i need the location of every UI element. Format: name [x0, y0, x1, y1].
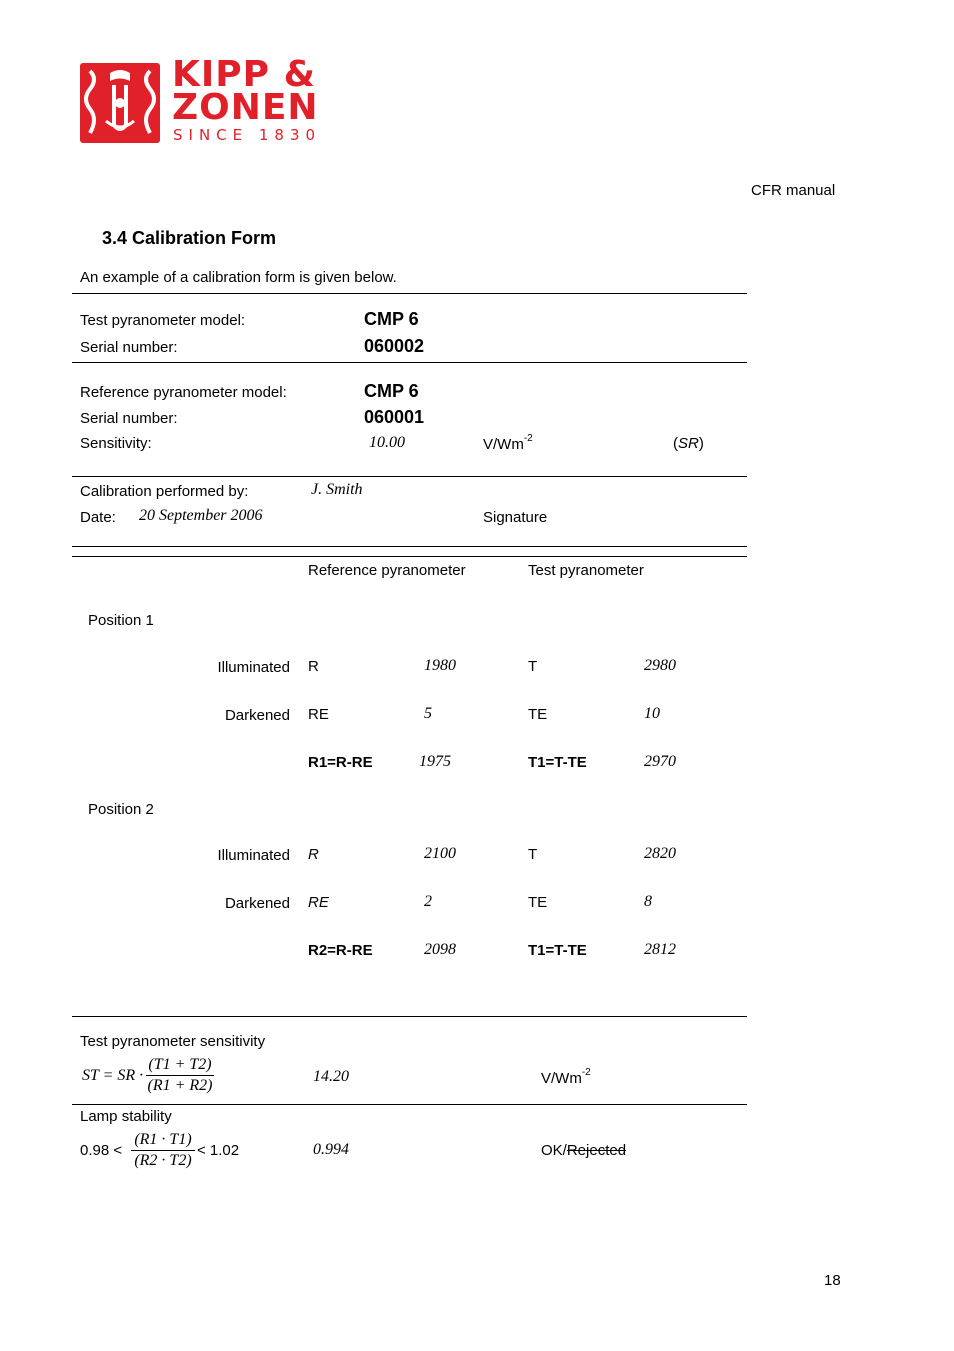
st-numerator: (T1 + T2) [148, 1056, 212, 1073]
st-formula-lhs: ST = SR · [82, 1067, 144, 1084]
test-model-value: CMP 6 [364, 309, 419, 329]
ref-symbol: R [308, 658, 319, 675]
brand-name-line1: KIPP & [172, 54, 316, 95]
ref-value: 1980 [424, 657, 456, 674]
ref-symbol: R1=R-RE [308, 754, 373, 771]
test-value: 8 [644, 893, 652, 910]
position-label: Position 1 [88, 612, 154, 629]
divider [72, 546, 747, 547]
test-symbol: T [528, 846, 538, 863]
ref-value: 2100 [424, 845, 456, 862]
page-number: 18 [824, 1272, 841, 1289]
signature-label: Signature [483, 509, 548, 526]
stability-value: 0.994 [313, 1141, 349, 1158]
row-label: Darkened [224, 707, 290, 724]
divider [72, 556, 747, 557]
ref-value: 2098 [424, 941, 456, 958]
ref-sensitivity-symbol [673, 435, 704, 452]
brand-name-line2: ZONEN [172, 87, 319, 128]
ref-symbol: R2=R-RE [308, 942, 373, 959]
sensitivity-unit [541, 1069, 591, 1087]
ref-value: 2 [424, 893, 432, 910]
test-symbol: T1=T-TE [528, 942, 587, 959]
date-value: 20 September 2006 [139, 507, 263, 524]
test-symbol: T [528, 658, 538, 675]
unit-text: V/Wm [541, 1070, 582, 1087]
test-serial-label: Serial number: [80, 339, 178, 356]
sensitivity-value: 14.20 [313, 1068, 349, 1085]
divider [72, 476, 747, 477]
test-value: 2812 [644, 941, 676, 958]
paren-close: ) [698, 435, 704, 452]
divider [72, 1104, 747, 1105]
manual-title: CFR manual [751, 182, 836, 199]
stability-label: Lamp stability [80, 1108, 172, 1125]
divider [72, 1016, 747, 1017]
ref-sensitivity-unit [483, 435, 533, 453]
divider [72, 362, 747, 363]
unit-exponent: -2 [581, 1067, 591, 1078]
test-symbol: T1=T-TE [528, 754, 587, 771]
unit-exponent: -2 [523, 433, 533, 444]
brand-tagline: SINCE 1830 [173, 126, 322, 144]
paren-open: ( [673, 435, 678, 452]
test-value: 2970 [644, 753, 676, 770]
sr-symbol: SR [678, 435, 699, 452]
st-denominator: (R1 + R2) [147, 1077, 213, 1094]
ref-value: 5 [424, 705, 432, 722]
col-reference-header: Reference pyranometer [308, 562, 466, 579]
stability-verdict [541, 1142, 626, 1159]
ref-model-value: CMP 6 [364, 381, 419, 401]
ref-symbol: R [308, 846, 319, 863]
test-serial-value: 060002 [364, 336, 425, 356]
stability-denominator: (R2 · T2) [134, 1152, 192, 1169]
sensitivity-label: Test pyranometer sensitivity [80, 1033, 266, 1050]
ref-serial-label: Serial number: [80, 410, 178, 427]
stability-numerator: (R1 · T1) [134, 1131, 192, 1148]
stability-fraction [131, 1130, 195, 1171]
section-intro: An example of a calibration form is given below. [80, 269, 397, 286]
rejected-text: Rejected [566, 1142, 627, 1159]
company-logo [80, 54, 342, 144]
position-label: Position 2 [88, 801, 154, 818]
test-value: 10 [644, 705, 660, 722]
ref-serial-value: 060001 [364, 407, 425, 427]
test-symbol: TE [528, 894, 548, 911]
ref-sensitivity-value: 10.00 [369, 434, 405, 451]
ref-symbol: RE [308, 706, 329, 723]
st-fraction [146, 1055, 214, 1096]
stability-upper-bound: < 1.02 [197, 1142, 240, 1159]
row-label: Darkened [224, 895, 290, 912]
performed-by-value: J. Smith [311, 481, 363, 498]
ref-symbol: RE [308, 894, 329, 911]
ref-sensitivity-label: Sensitivity: [80, 435, 152, 452]
ref-model-label: Reference pyranometer model: [80, 384, 287, 401]
row-label: Illuminated [217, 847, 290, 864]
ref-value: 1975 [419, 753, 451, 770]
test-value: 2820 [644, 845, 676, 862]
section-heading: 3.4 Calibration Form [102, 228, 277, 248]
test-value: 2980 [644, 657, 676, 674]
test-model-label: Test pyranometer model: [80, 312, 246, 329]
unit-text: V/Wm [483, 436, 524, 453]
test-symbol: TE [528, 706, 548, 723]
row-label: Illuminated [217, 659, 290, 676]
col-test-header: Test pyranometer [528, 562, 644, 579]
ok-text: OK/ [541, 1142, 567, 1159]
stability-lower-bound: 0.98 < [80, 1142, 123, 1159]
kipp-zonen-emblem [80, 63, 160, 143]
divider [72, 293, 747, 294]
performed-by-label: Calibration performed by: [80, 483, 249, 500]
date-label: Date: [80, 509, 116, 526]
